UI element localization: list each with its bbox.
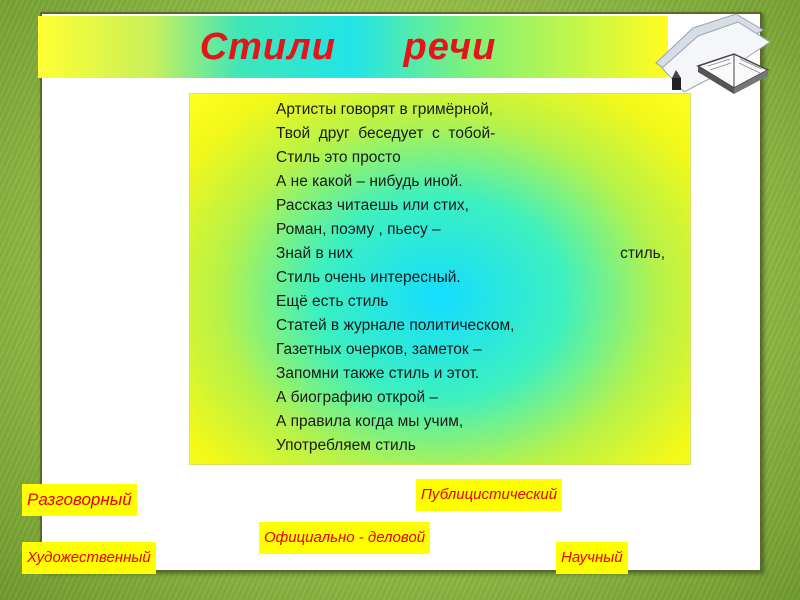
style-tag-nauchny[interactable]: Научный <box>556 542 628 574</box>
poem-line: А биографию открой – <box>276 389 439 406</box>
poem-line: Стиль очень интересный. <box>276 269 461 286</box>
style-tag-hudozhestvenny[interactable]: Художественный <box>22 542 156 574</box>
poem-line: Статей в журнале политическом, <box>276 317 515 334</box>
poem-text <box>276 98 676 458</box>
poem-line-right: стиль, <box>620 245 665 262</box>
style-tag-oficialno-delovoy[interactable]: Официально - деловой <box>259 522 430 554</box>
poem-line: А правила когда мы учим, <box>276 413 464 430</box>
title-word-2: речи <box>403 26 497 68</box>
slide-title <box>38 16 658 78</box>
poem-line: Стиль это просто <box>276 149 401 166</box>
poem-line-left: Знай в них <box>276 245 354 262</box>
poem-line: Рассказ читаешь или стих, <box>276 197 469 214</box>
poem-line: А не какой – нибудь иной. <box>276 173 463 190</box>
title-word-1: Стили <box>199 26 336 68</box>
poem-line: Артисты говорят в гримёрной, <box>276 101 494 118</box>
poem-line: Употребляем стиль <box>276 437 416 454</box>
poem-line: Твой друг беседует с тобой- <box>276 125 496 142</box>
poem-line: Ещё есть стиль <box>276 293 389 310</box>
poem-line-split <box>276 242 665 266</box>
poem-line: Газетных очерков, заметок – <box>276 341 482 358</box>
poem-line: Роман, поэму , пьесу – <box>276 221 441 238</box>
style-tag-razgovorny[interactable]: Разговорный <box>22 484 137 516</box>
poem-line: Запомни также стиль и этот. <box>276 365 480 382</box>
style-tag-publicistichesky[interactable]: Публицистический <box>416 479 562 511</box>
